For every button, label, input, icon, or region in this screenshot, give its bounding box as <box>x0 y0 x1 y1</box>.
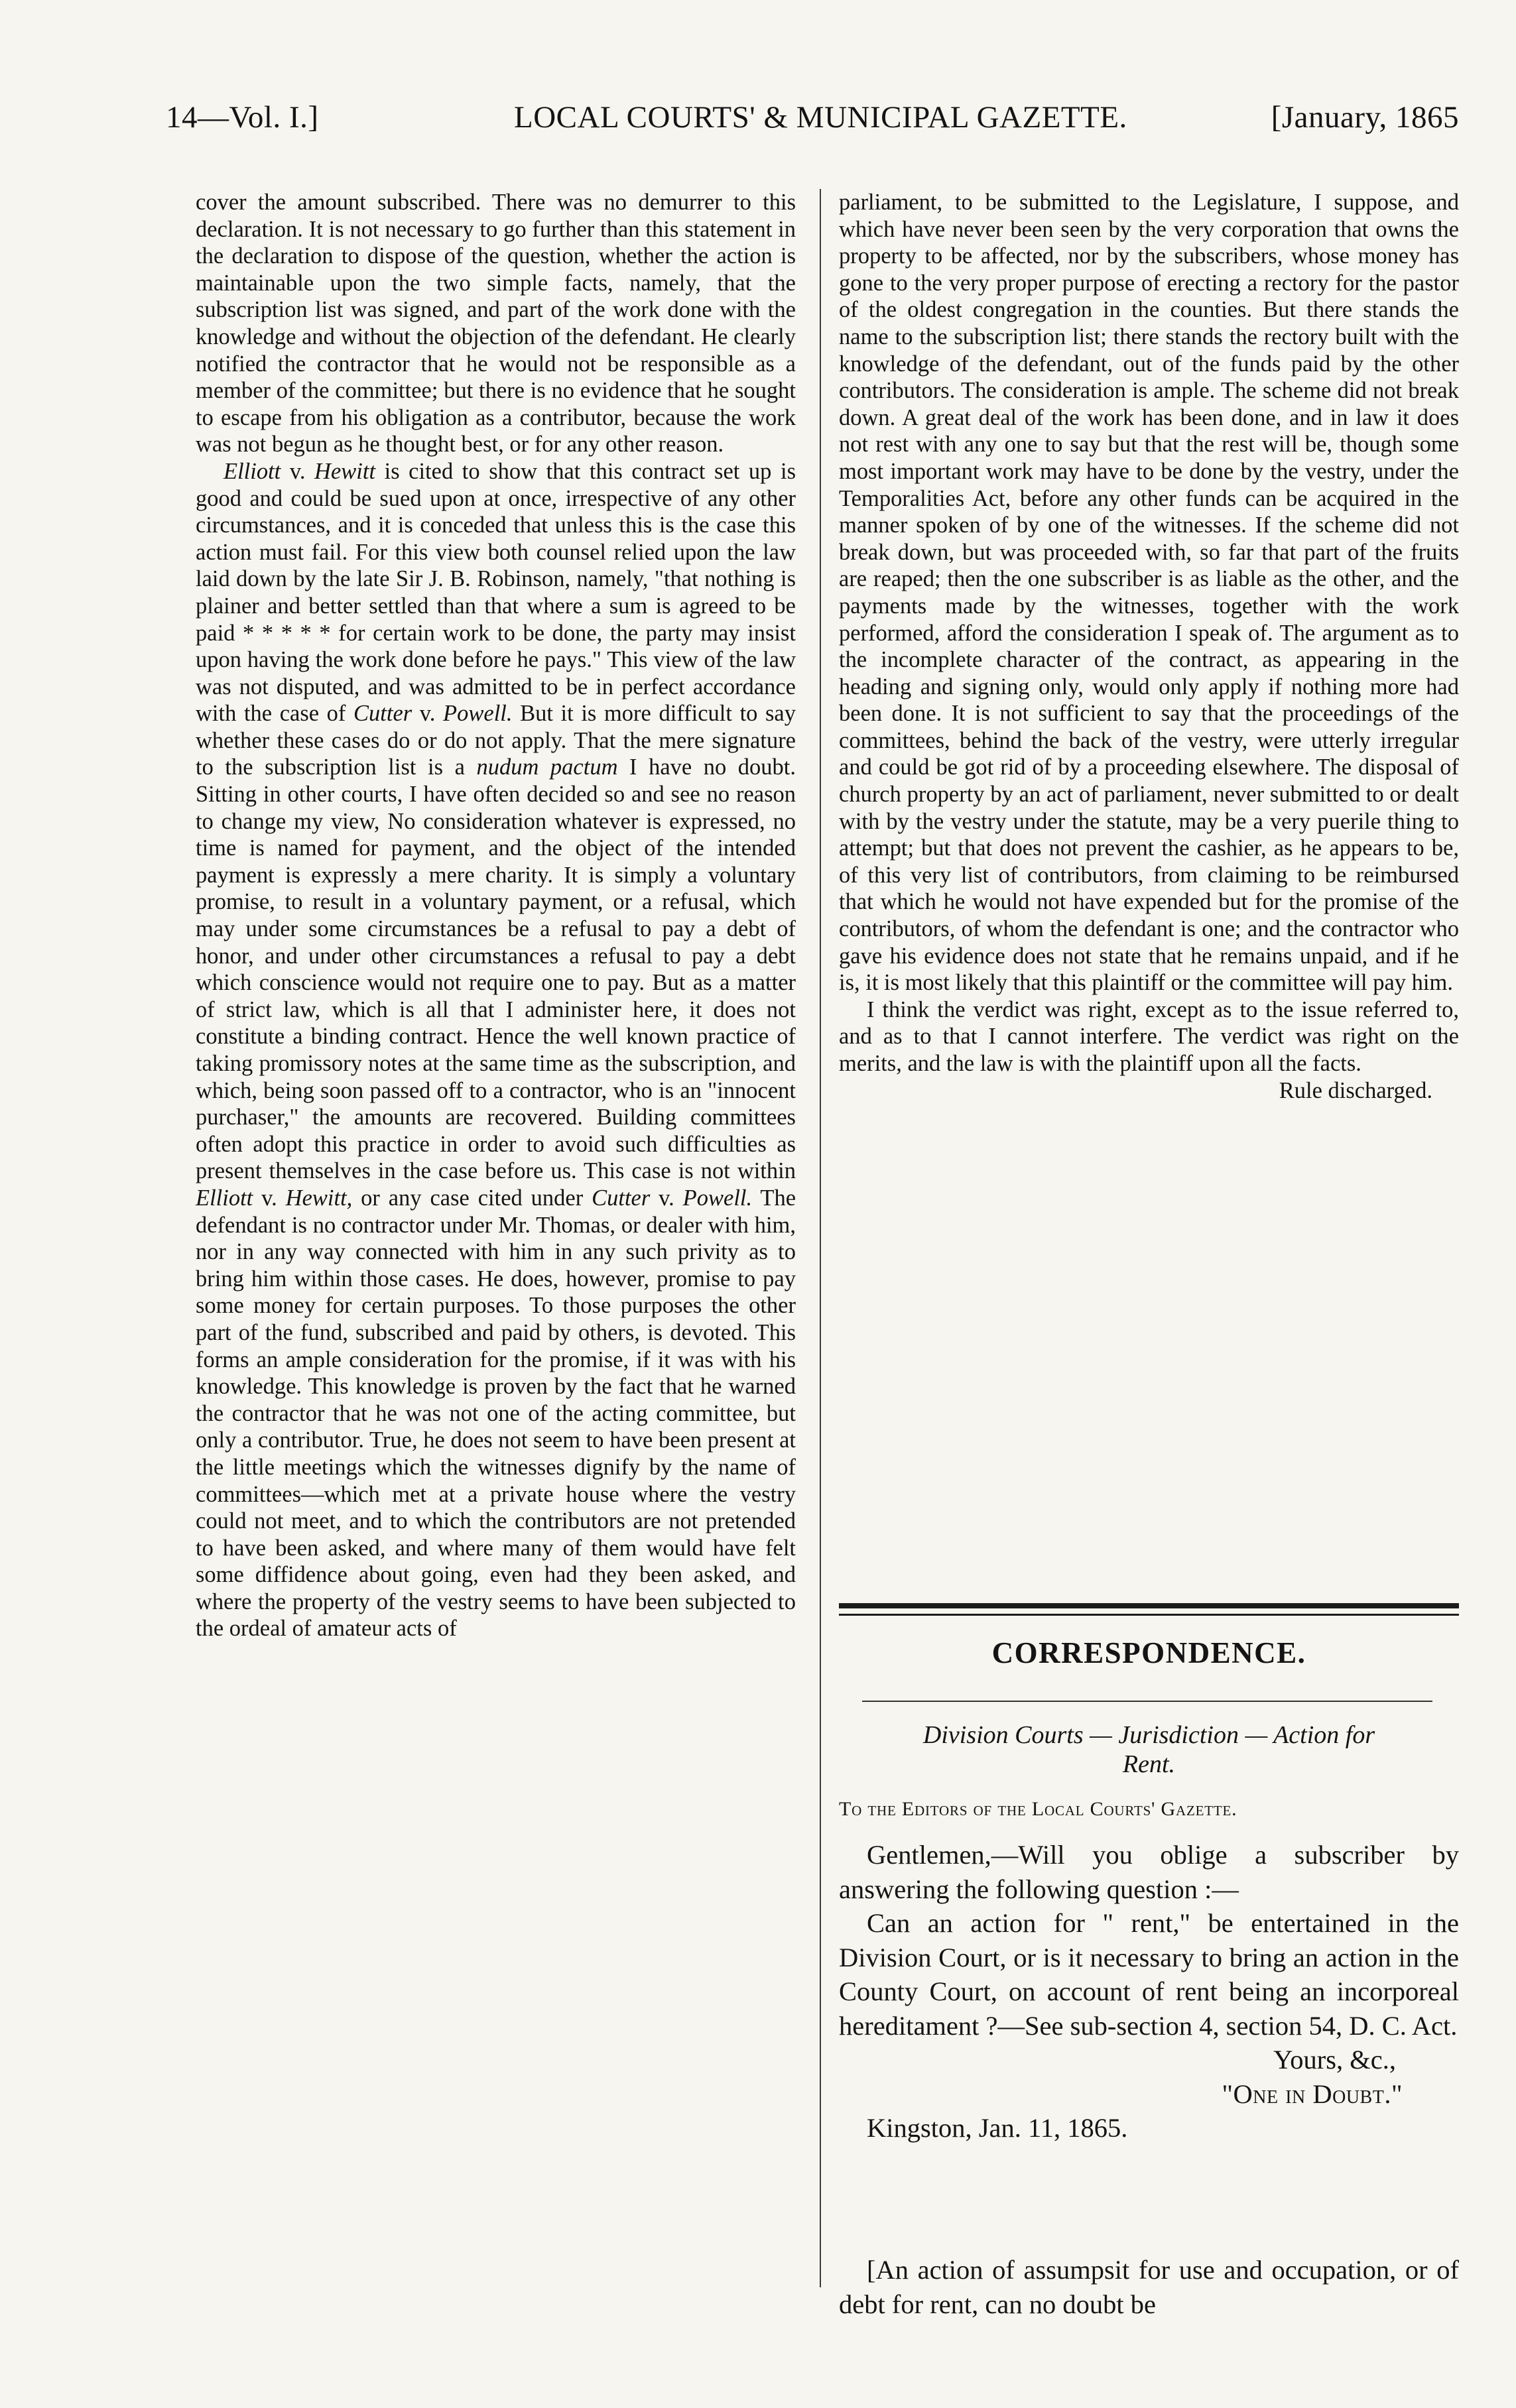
judgment-signoff: Rule discharged. <box>1279 1077 1432 1103</box>
case-name: Powell. <box>443 701 513 727</box>
case-name: Cutter <box>353 701 412 727</box>
case-name: Hewitt, <box>285 1185 353 1211</box>
letter-greeting: Gentlemen,—Will you oblige a subscriber by answering the following question :— <box>839 1840 1459 1904</box>
section-heading: CORRESPONDENCE. <box>991 1636 1306 1669</box>
column-divider <box>820 189 821 2287</box>
paragraph: Elliott v. Hewitt is cited to show that this contract set up is good and could be sued upon at once, irrespective of any other circumstances, and it is conceded that unless this is the case this action must fail. For this view both counsel relied upon the law laid down by the late Sir J. B. Robinson, namely, "that nothing is plainer and better settled than that where a sum is agreed to be paid * * * * * for certain work to be done, the party may insist upon having the work done before he pays." This view of the law was not disputed, and was admitted to be in perfect accordance with the case of Cutter v. Powell. But it is more difficult to say whether these cases do or do not apply. That the mere signature to the subscription list is a nudum pactum I have no doubt. Sitting in other courts, I have often decided so and see no reason to change my view, No consideration whatever is expressed, no time is named for payment, and the object of the intended payment is expressly a mere charity. It is simply a voluntary promise, to result in a voluntary payment, or a refusal, which may under some circumstances be a refusal to pay a debt of honor, and under other circumstances a refusal to pay a debt which conscience would not require one to pay. But as a matter of strict law, which is all that I administer here, it does not constitute a binding contract. Hence the well known practice of taking promissory notes at the same time as the subscription, and which, being soon passed off to a contractor, who is an "innocent purchaser," the amounts are recovered. Building committees often adopt this practice in order to avoid such difficulties as present themselves in the case before us. This case is not within Elliott v. Hewitt, or any case cited under Cutter v. Powell. The defendant is no contractor under Mr. Thomas, or dealer with him, nor in any way connected with him in any such privity as to bring him within those cases. He does, however, promise to pay some money for certain purposes. To those purposes the other part of the fund, subscribed and paid by others, is devoted. This forms an ample consideration for the promise, if it was with his knowledge. This knowledge is proven by the fact that he warned the contractor that he was not one of the acting committee, but only a contributor. True, he does not seem to have been present at the little meetings which the witnesses dignify by the name of committees—which met at a private house where the vestry could not meet, and to which the contributors are not pretended to have been asked, and where many of them would have felt some diffidence about going, even had they been asked, and where the property of the vestry seems to have been subjected to the ordeal of amateur acts of <box>196 458 796 1642</box>
publication-title: LOCAL COURTS' & MUNICIPAL GAZETTE. <box>514 100 1127 135</box>
running-header <box>166 99 1459 146</box>
latin-term: nudum pactum <box>476 754 618 780</box>
folio: 14—Vol. I.] <box>166 100 319 135</box>
paragraph: I think the verdict was right, except as to the issue referred to, and as to that I cannot interfere. The verdict was right on the merits, and the law is with the plaintiff upon all the facts. <box>839 996 1459 1076</box>
heading-rule <box>862 1701 1432 1702</box>
paragraph: parliament, to be submitted to the Legislature, I suppose, and which have never been seen by the very corporation that owns the property to be affected, nor by the subscribers, whose money has gone to the very proper purpose of erecting a rectory for the pastor of the oldest congregation in the counties. But there stands the name to the subscription list; there stands the rectory built with the knowledge of the defendant, out of the funds paid by the other contributors. The consideration is ample. The scheme did not break down. A great deal of the work has been done, and in law it does not rest with any one to say but that the rest will be, though some most important work may have to be done by the vestry, under the Temporalities Act, before any other funds can be acquired in the manner spoken of by one of the witnesses. If the scheme did not break down, but was proceeded with, so far that part of the fruits are reaped; then the one subscriber is as liable as the other, and the payments made by the witnesses, together with the work performed, afford the consideration I speak of. The argument as to the incomplete character of the contract, as appearing in the heading and signing only, would only apply if nothing more had been done. It is not sufficient to say that the proceedings of the committees, behind the back of the vestry, were utterly irregular and could be got rid of by a proceeding elsewhere. The disposal of church property by an act of parliament, never submitted to or dealt with by the vestry under the statute, may be a very puerile thing to attempt; but that does not prevent the cashier, as he appears to be, of this very list of contributors, from claiming to be reimbursed that which he would not have expended but for the promise of the contributors, of whom the defendant is one; and the contractor who gave his evidence does not state that he remains unpaid, and if he is, it is most likely that this plaintiff or the committee will pay him. <box>839 190 1459 996</box>
paragraph: cover the amount subscribed. There was no demurrer to this declaration. It is not necessary to go further than this statement in the declaration to dispose of the question, whether the action is maintainable upon the two simple facts, namely, that the subscription list was signed, and part of the work done with the knowledge and without the objection of the defendant. He clearly notified the contractor that he would not be responsible as a member of the committee; but there is no evidence that he sought to escape from his obligation as a contributor, because the work was not begun as he thought best, or for any other reason. <box>196 190 796 457</box>
case-name: Powell. <box>682 1185 753 1211</box>
letter-subheading: Division Courts — Jurisdiction — Action for Rent. <box>922 1721 1375 1778</box>
letter-dateline: Kingston, Jan. 11, 1865. <box>867 2113 1128 2143</box>
issue-date: [January, 1865 <box>1271 100 1459 135</box>
case-name: Elliott <box>223 458 281 484</box>
letter-address: To the Editors of the Local Courts' Gazette. <box>839 1798 1237 1820</box>
letter-question: Can an action for " rent," be entertained in the Division Court, or is it necessary to bring an action in the County Court, on account of rent being an incorporeal hereditament ?—See sub-section 4, section 54, D. C. Act. <box>839 1908 1459 2041</box>
case-name: Cutter <box>592 1185 651 1211</box>
editor-reply: [An action of assumpsit for use and occupation, or of debt for rent, can no doubt be <box>839 2255 1459 2319</box>
right-column <box>839 189 1459 1104</box>
letter-body <box>839 1838 1459 2145</box>
letter-closing: Yours, &c., <box>1273 2045 1396 2075</box>
letter-signature: "One in Doubt." <box>1222 2078 1403 2109</box>
section-divider <box>839 1603 1459 1616</box>
left-column <box>196 189 796 1642</box>
case-name: Elliott <box>196 1185 253 1211</box>
case-name: Hewitt <box>314 458 376 484</box>
